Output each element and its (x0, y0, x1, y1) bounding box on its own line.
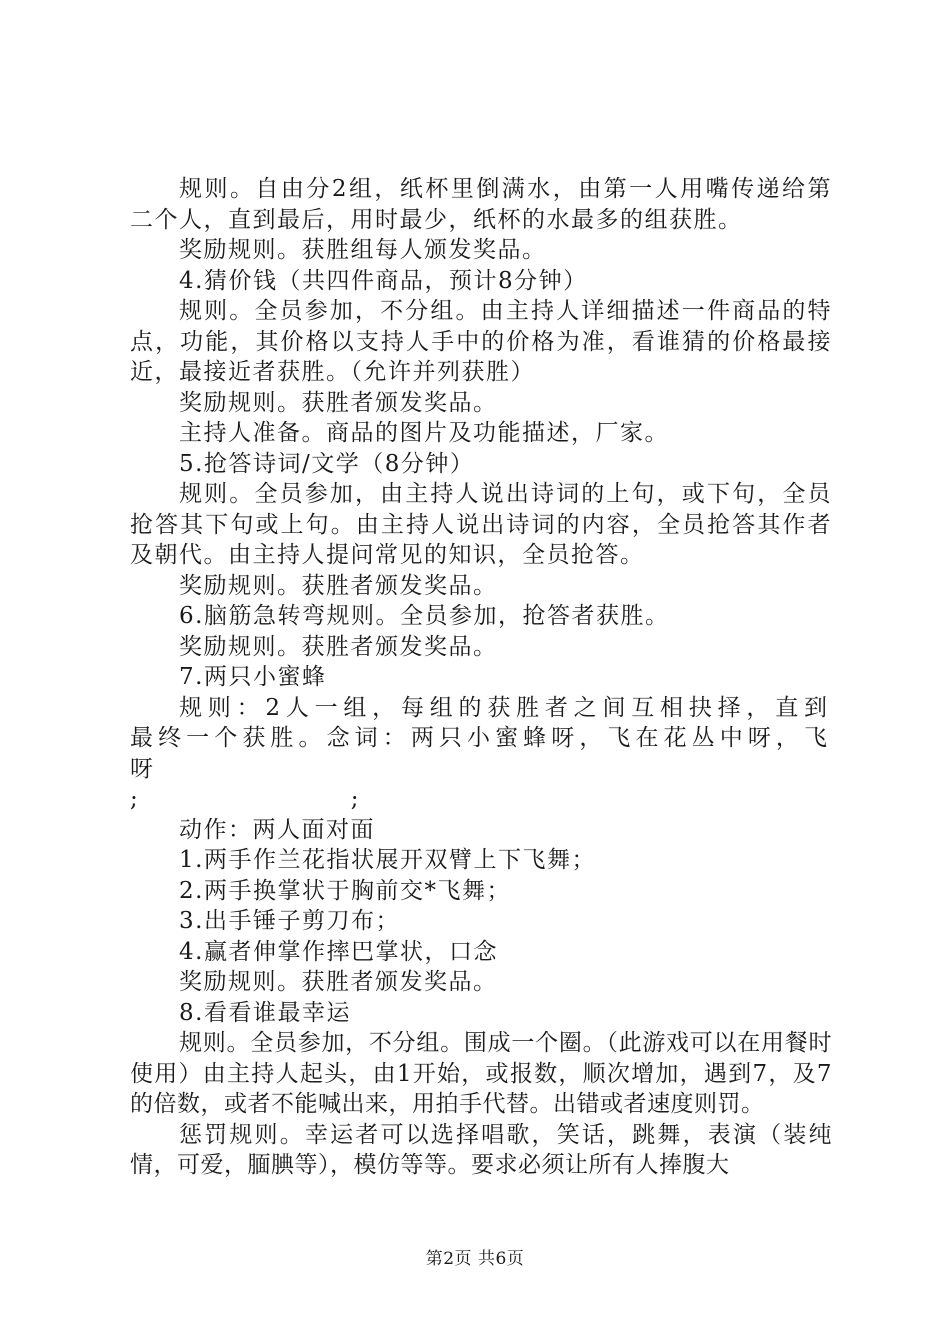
paragraph: 规则。全员参加，不分组。由主持人详细描述一件商品的特点，功能，其价格以支持人手中的价格为准，看谁猜的价格最接近，最接近者获胜。（允许并列获胜） (130, 298, 832, 385)
list-item: 2.两手换掌状于胸前交*飞舞； (179, 877, 511, 904)
section-heading: 8.看看谁最幸运 (179, 999, 351, 1026)
paragraph: 规则：2人一组，每组的获胜者之间互相抉择，直到最终一个获胜。念词：两只小蜜蜂呀，飞在花丛中呀，飞呀 (130, 694, 832, 782)
paragraph: 奖励规则。获胜者颁发奖品。 (179, 633, 498, 660)
list-item: 3.出手锤子剪刀布； (179, 908, 400, 934)
paragraph: 奖励规则。获胜者颁发奖品。 (179, 389, 498, 416)
paragraph: 规则。全员参加，不分组。围成一个圈。（此游戏可以在用餐时使用）由主持人起头，由1开始，或报数，顺次增加，遇到7，及7的倍数，或者不能喊出来，用拍手代替。出错或者速度则罚。 (130, 1030, 832, 1117)
paragraph: 规则。全员参加，由主持人说出诗词的上句，或下句，全员抢答其下句或上句。由主持人说出诗词的内容，全员抢答其作者及朝代。由主持人提问常见的知识，全员抢答。 (130, 481, 832, 568)
paragraph: 奖励规则。获胜组每人颁发奖品。 (179, 237, 547, 263)
section-heading: 7.两只小蜜蜂 (179, 664, 327, 690)
section-heading: 5.抢答诗词/文学（8分钟） (179, 450, 475, 477)
paragraph: 惩罚规则。幸运者可以选择唱歌，笑话，跳舞，表演（装纯情，可爱，腼腆等），模仿等等。要求必须让所有人捧腹大 (130, 1121, 832, 1178)
list-item: 1.两手作兰花指状展开双臂上下飞舞； (179, 847, 596, 873)
paragraph: 主持人准备。商品的图片及功能描述，厂家。 (179, 420, 669, 446)
page-footer: 第2页 共6页 (425, 1249, 525, 1269)
section-heading: 4.猜价钱（共四件商品，预计8分钟） (179, 267, 588, 294)
paragraph: 奖励规则。获胜者颁发奖品。 (179, 969, 498, 995)
section-heading: 6.脑筋急转弯规则。全员参加，抢答者获胜。 (179, 603, 670, 629)
paragraph: 规则。自由分2组，纸杯里倒满水，由第一人用嘴传递给第二个人，直到最后，用时最少，纸杯的水最多的组获胜。 (130, 176, 832, 233)
list-item: 4.赢者伸掌作摔巴掌状，口念 (179, 938, 498, 965)
paragraph: 奖励规则。获胜者颁发奖品。 (179, 572, 498, 599)
paragraph: ; ; (130, 786, 360, 812)
document-body (130, 174, 832, 1181)
paragraph: 动作：两人面对面 (179, 816, 375, 843)
